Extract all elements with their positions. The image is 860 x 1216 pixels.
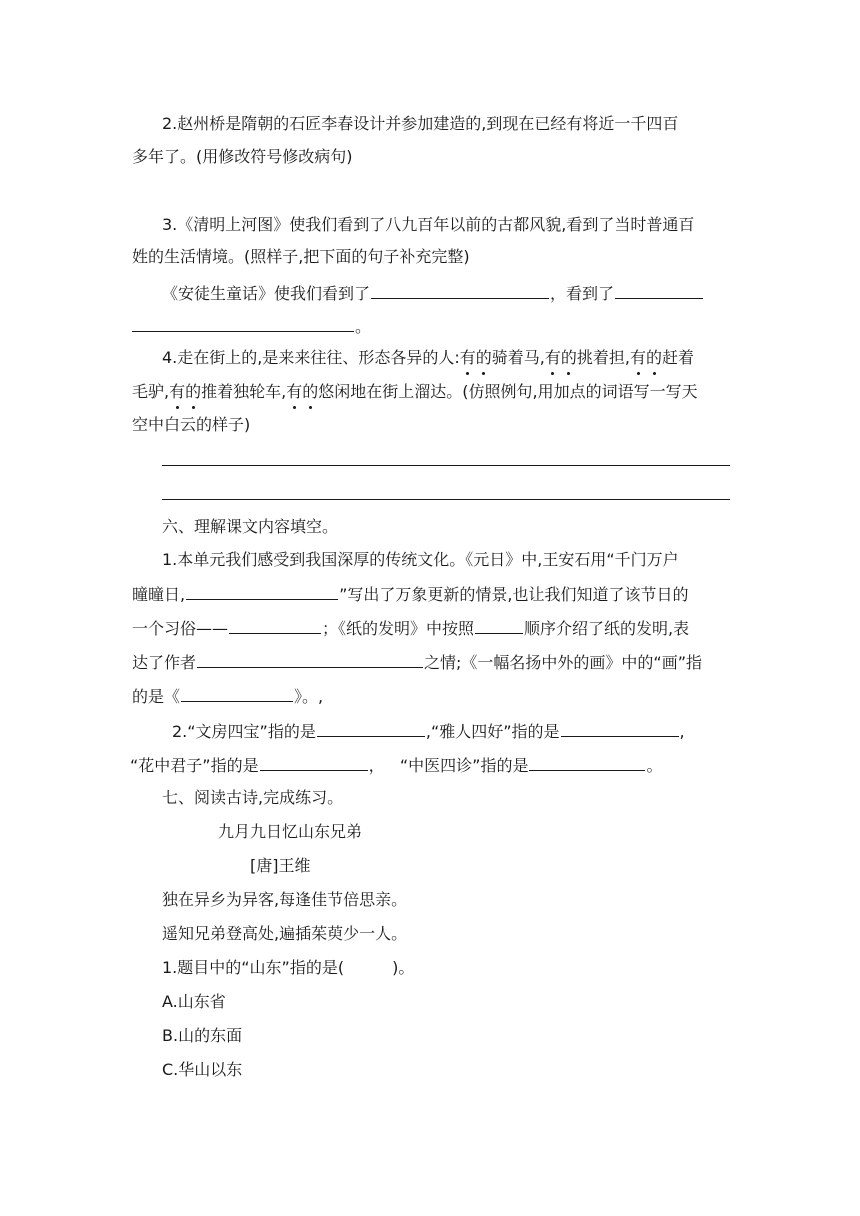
dotted-char: 有: [460, 346, 476, 370]
s6-q2-text: 2.“文房四宝”指的是: [172, 722, 316, 741]
s6-q1-text: 达了作者: [132, 653, 197, 672]
s6-q1-line2: [132, 581, 732, 605]
s6-q1-blank-3[interactable]: [475, 615, 523, 634]
s6-q2-blank-4[interactable]: [529, 752, 645, 771]
option-b[interactable]: B.山的东面: [162, 1026, 243, 1045]
q4-seg: 骑着马,: [491, 348, 545, 367]
q3-fill-mid: ，看到了: [550, 284, 615, 303]
section6-heading: 六、理解课文内容填空。: [162, 517, 339, 536]
q3-text-line2: 姓的生活情境。(照样子,把下面的句子补充完整): [132, 247, 470, 266]
s6-q2-text: “花中君子”指的是: [130, 756, 259, 775]
q2-text-line1: 2.赵州桥是隋朝的石匠李春设计并参加建造的,到现在已经有将近一千四百: [162, 114, 679, 133]
q4-seg: 推着独轮车,: [201, 382, 287, 401]
s6-q2-blank-2[interactable]: [561, 718, 679, 737]
option-c[interactable]: C.华山以东: [162, 1060, 243, 1079]
s6-q1-text: ”写出了万象更新的情景,也让我们知道了该节日的: [339, 585, 689, 604]
q3-answer-blank-2[interactable]: [615, 280, 703, 299]
s6-q1-text: 》。,: [294, 687, 324, 706]
s6-q1-text: 一个习俗——: [132, 619, 229, 638]
dotted-char: 的: [302, 380, 318, 404]
option-a[interactable]: A.山东省: [162, 992, 226, 1011]
dotted-char: 有: [630, 346, 646, 370]
q4-seg: 悠闲地在街上溜达。(仿照例句,用加点的词语写一写天: [318, 382, 698, 401]
s6-q1-text: 之情;《一幅名扬中外的画》中的“画”指: [424, 653, 702, 672]
q3-answer-blank-3[interactable]: [132, 313, 354, 332]
s6-q2-blank-1[interactable]: [317, 718, 425, 737]
q4-seg: 毛驴,: [132, 382, 170, 401]
q3-fill-end: 。: [355, 317, 372, 336]
poem-title: 九月九日忆山东兄弟: [218, 822, 363, 841]
q4-seg: 挑着担,: [576, 348, 630, 367]
poem-line-2: 遥知兄弟登高处,遍插茱萸少一人。: [162, 924, 408, 943]
s6-q1-line5: [132, 683, 732, 707]
s6-q1-text: ；《纸的发明》中按照: [322, 619, 475, 638]
s7-q1-text: 1.题目中的“山东”指的是( )。: [162, 958, 415, 977]
dotted-char: 的: [646, 346, 662, 370]
dotted-char: 的: [476, 346, 492, 370]
s6-q1-line1: 1.本单元我们感受到我国深厚的传统文化。《元日》中,王安石用“千门万户: [162, 550, 679, 569]
s6-q2-text: ,: [679, 722, 685, 741]
q3-fill-line2: [132, 313, 732, 337]
q4-text-line2: [132, 380, 732, 404]
s6-q2-text: ,“雅人四好”指的是: [425, 722, 560, 741]
s6-q2-text: “中医四诊”指的是: [399, 756, 529, 775]
section7-heading: 七、阅读古诗,完成练习。: [162, 788, 344, 807]
dotted-char: 有: [169, 380, 185, 404]
s6-q1-blank-1[interactable]: [186, 581, 338, 600]
s6-q1-text: 顺序介绍了纸的发明,表: [524, 619, 690, 638]
dotted-char: 的: [185, 380, 201, 404]
dotted-char: 的: [561, 346, 577, 370]
s6-q1-blank-4[interactable]: [197, 649, 423, 668]
poem-author: [唐]王维: [250, 856, 311, 875]
q2-text-line2: 多年了。(用修改符号修改病句): [132, 147, 353, 166]
s6-q1-line3: [132, 615, 732, 639]
s6-q1-text: 的是《: [132, 687, 181, 706]
q3-fill-prefix: 《安徒生童话》使我们看到了: [162, 284, 371, 303]
s6-q2-blank-3[interactable]: [260, 752, 368, 771]
q3-text-line1: 3.《清明上河图》使我们看到了八九百年以前的古都风貌,看到了当时普通百: [162, 215, 695, 234]
s6-q2-text: 。: [646, 756, 663, 775]
q4-answer-line-2[interactable]: [162, 499, 730, 500]
q4-intro: 4.走在街上的,是来来往往、形态各异的人:: [162, 348, 460, 367]
s6-q1-text: 曈曈日,: [132, 585, 186, 604]
q3-fill-line: [162, 280, 732, 304]
s6-q1-line4: [132, 649, 732, 673]
s6-q2-line2: [130, 752, 732, 776]
q4-text-line3: 空中白云的样子): [132, 415, 251, 434]
q4-answer-line-1[interactable]: [162, 465, 730, 466]
q3-answer-blank-1[interactable]: [371, 280, 549, 299]
q4-seg: 赶着: [662, 348, 695, 367]
s6-q1-blank-2[interactable]: [229, 615, 321, 634]
dotted-char: 有: [286, 380, 302, 404]
s6-q2-text: ，: [368, 756, 385, 775]
dotted-char: 有: [545, 346, 561, 370]
q4-text-line1: [162, 346, 762, 370]
s6-q1-blank-5[interactable]: [181, 683, 293, 702]
s6-q2-line1: [172, 718, 732, 742]
poem-line-1: 独在异乡为异客,每逢佳节倍思亲。: [162, 890, 408, 909]
